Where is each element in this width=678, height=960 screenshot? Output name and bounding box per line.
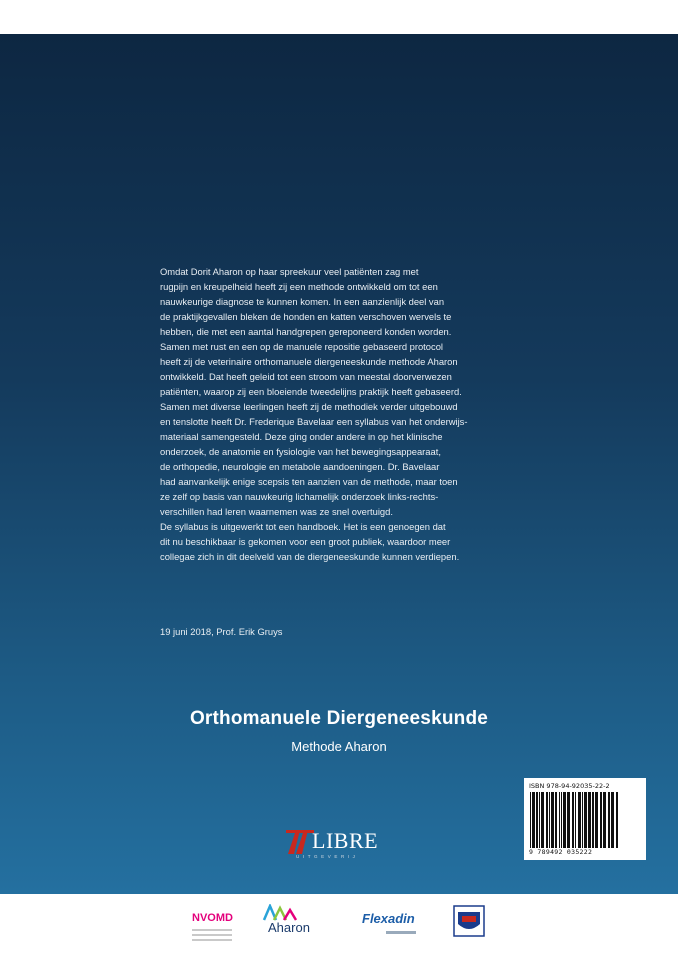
cover-blurb: [160, 264, 528, 564]
publisher-name: LIBRE: [312, 828, 379, 853]
hills-logo: [452, 904, 486, 938]
book-title: Orthomanuele Diergeneeskunde: [189, 708, 489, 729]
nvomd-fineprint-line: [192, 934, 232, 936]
isbn-barcode: [524, 778, 646, 860]
publisher-logo: [286, 824, 396, 866]
publisher-tagline: UITGEVERIJ: [296, 854, 359, 859]
isbn-label: ISBN 978-94-92035-22-2: [529, 782, 610, 790]
barcode-digits: 9 789492 035222: [529, 848, 593, 856]
nvomd-fineprint-line: [192, 929, 232, 931]
barcode-bars: [529, 792, 641, 848]
flexadin-logo: [362, 910, 416, 934]
nvomd-name: NVOMD: [192, 912, 233, 924]
aharon-name: Aharon: [268, 920, 310, 935]
book-subtitle: Methode Aharon: [291, 739, 387, 754]
flexadin-name: Flexadin: [362, 911, 415, 926]
hills-shield-icon: [452, 904, 486, 938]
aharon-logo: [260, 904, 350, 938]
nvomd-logo: [192, 908, 248, 941]
blurb-paragraph: Omdat Dorit Aharon op haar spreekuur veel patiënten zag met rugpijn en kreupelheid heeft zij een methode ontwikkeld om tot een nauwkeurige diagnose te kunnen komen. In een aanzienlijk deel van de praktijkgevallen bleken de honden en katten verschoven wervels te hebben, die met een aantal handgrepen gereponeerd konden worden. Samen met rust en een op de manuele repositie gebaseerd protocol heeft zij de veterinaire orthomanuele diergeneeskunde methode Aharon ontwikkeld. Dat heeft geleid tot een stroom van meestal doorverwezen patiënten, waarop zij een bloeiende tweedelijns praktijk heeft gebaseerd. Samen met diverse leerlingen heeft zij de methodiek verder uitgebouwd en tenslotte heeft Dr. Frederique Bavelaar een syllabus van het onderwijs- materiaal samengesteld. Deze ging onder andere in op het klinische onderzoek, de anatomie en fysiologie van het bewegingsappearaat, de orthopedie, neurologie en metabole aandoeningen. Dr. Bavelaar had aanvankelijk enige scepsis ten aanzien van de methode, maar toen ze zelf op basis van nauwkeurig lichamelijk onderzoek links-rechts- verschillen had leren waarnemen was ze snel overtuigd. De syllabus is uitgewerkt tot een handboek. Het is een genoegen dat dit nu beschikbaar is gekomen voor een groot publiek, waardoor meer collegae zich in dit deelveld van de diergeneeskunde kunnen verdiepen.: [160, 266, 468, 562]
blurb-signature: 19 juni 2018, Prof. Erik Gruys: [160, 626, 283, 637]
sponsor-strip: [0, 894, 678, 960]
flexadin-byline: [386, 931, 416, 934]
nvomd-fineprint-line: [192, 939, 232, 941]
